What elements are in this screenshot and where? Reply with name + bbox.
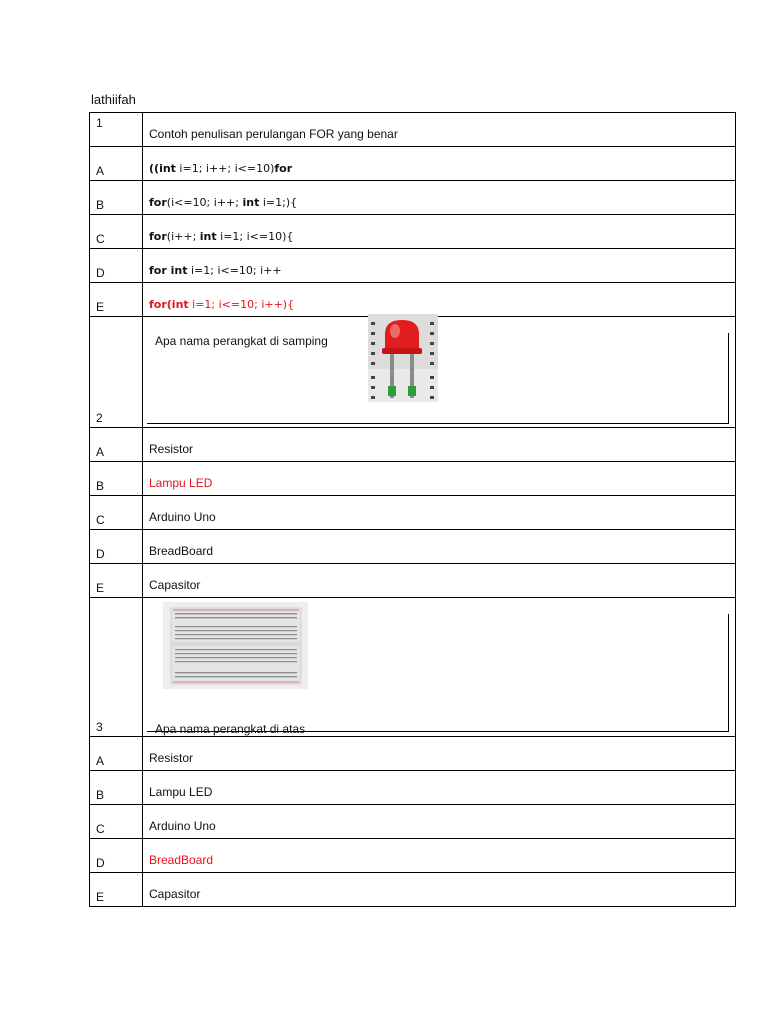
option-label: B [90, 181, 143, 215]
option-text[interactable]: Capasitor [143, 873, 736, 907]
code-keyword: for [149, 196, 167, 209]
option-row [90, 873, 736, 907]
code-keyword: (( [149, 162, 160, 175]
option-row [90, 839, 736, 873]
code-text: i=1;){ [259, 196, 298, 209]
option-code[interactable] [143, 215, 736, 249]
option-code[interactable] [143, 283, 736, 317]
option-label: C [90, 215, 143, 249]
code-keyword: for [274, 162, 293, 175]
option-label: B [90, 771, 143, 805]
option-row [90, 564, 736, 598]
option-label: C [90, 496, 143, 530]
question-row [90, 598, 736, 737]
code-text: i=1; i<=10; i++ [187, 264, 282, 277]
code-text: i=1; i<=10){ [216, 230, 294, 243]
option-row [90, 249, 736, 283]
code-keyword: int [199, 230, 217, 243]
question-number: 3 [90, 598, 143, 737]
option-row [90, 805, 736, 839]
option-row [90, 496, 736, 530]
option-label: E [90, 283, 143, 317]
option-label: E [90, 564, 143, 598]
code-text: i=1; i++; i<=10) [175, 162, 275, 175]
option-code[interactable] [143, 181, 736, 215]
code-text: (i++; [166, 230, 200, 243]
option-text[interactable]: Lampu LED [143, 462, 736, 496]
option-text[interactable]: Capasitor [143, 564, 736, 598]
option-label: A [90, 737, 143, 771]
option-label: D [90, 530, 143, 564]
option-label: C [90, 805, 143, 839]
question-number: 1 [90, 113, 143, 147]
code-text: i=1; i<=10; i++){ [188, 298, 295, 311]
code-keyword: for [149, 230, 167, 243]
option-label: A [90, 428, 143, 462]
option-label: B [90, 462, 143, 496]
question-cell [143, 598, 736, 737]
question-text: Apa nama perangkat di atas [155, 722, 306, 736]
option-row [90, 771, 736, 805]
option-row [90, 737, 736, 771]
breadboard-icon [163, 602, 308, 689]
option-text[interactable]: Resistor [143, 737, 736, 771]
question-number: 2 [90, 317, 143, 428]
option-text[interactable]: Arduino Uno [143, 805, 736, 839]
option-row [90, 428, 736, 462]
question-row [90, 317, 736, 428]
code-keyword: int [242, 196, 260, 209]
option-row [90, 147, 736, 181]
option-row [90, 181, 736, 215]
question-row [90, 113, 736, 147]
option-row [90, 530, 736, 564]
option-code[interactable] [143, 147, 736, 181]
option-text[interactable]: Resistor [143, 428, 736, 462]
question-text: Apa nama perangkat di samping [155, 334, 328, 348]
option-text[interactable]: Arduino Uno [143, 496, 736, 530]
code-keyword: for int [149, 264, 188, 277]
led-icon [368, 314, 438, 402]
option-row [90, 215, 736, 249]
option-label: D [90, 249, 143, 283]
author-name: lathiifah [91, 92, 136, 107]
option-label: D [90, 839, 143, 873]
option-code[interactable] [143, 249, 736, 283]
code-keyword: for(int [149, 298, 189, 311]
option-row [90, 283, 736, 317]
question-text: Contoh penulisan perulangan FOR yang benar [143, 113, 736, 147]
option-label: E [90, 873, 143, 907]
code-keyword: int [159, 162, 176, 175]
option-label: A [90, 147, 143, 181]
option-row [90, 462, 736, 496]
code-text: (i<=10; i++; [166, 196, 243, 209]
option-text[interactable]: BreadBoard [143, 530, 736, 564]
quiz-table [89, 112, 736, 907]
option-text[interactable]: BreadBoard [143, 839, 736, 873]
option-text[interactable]: Lampu LED [143, 771, 736, 805]
question-cell [143, 317, 736, 428]
